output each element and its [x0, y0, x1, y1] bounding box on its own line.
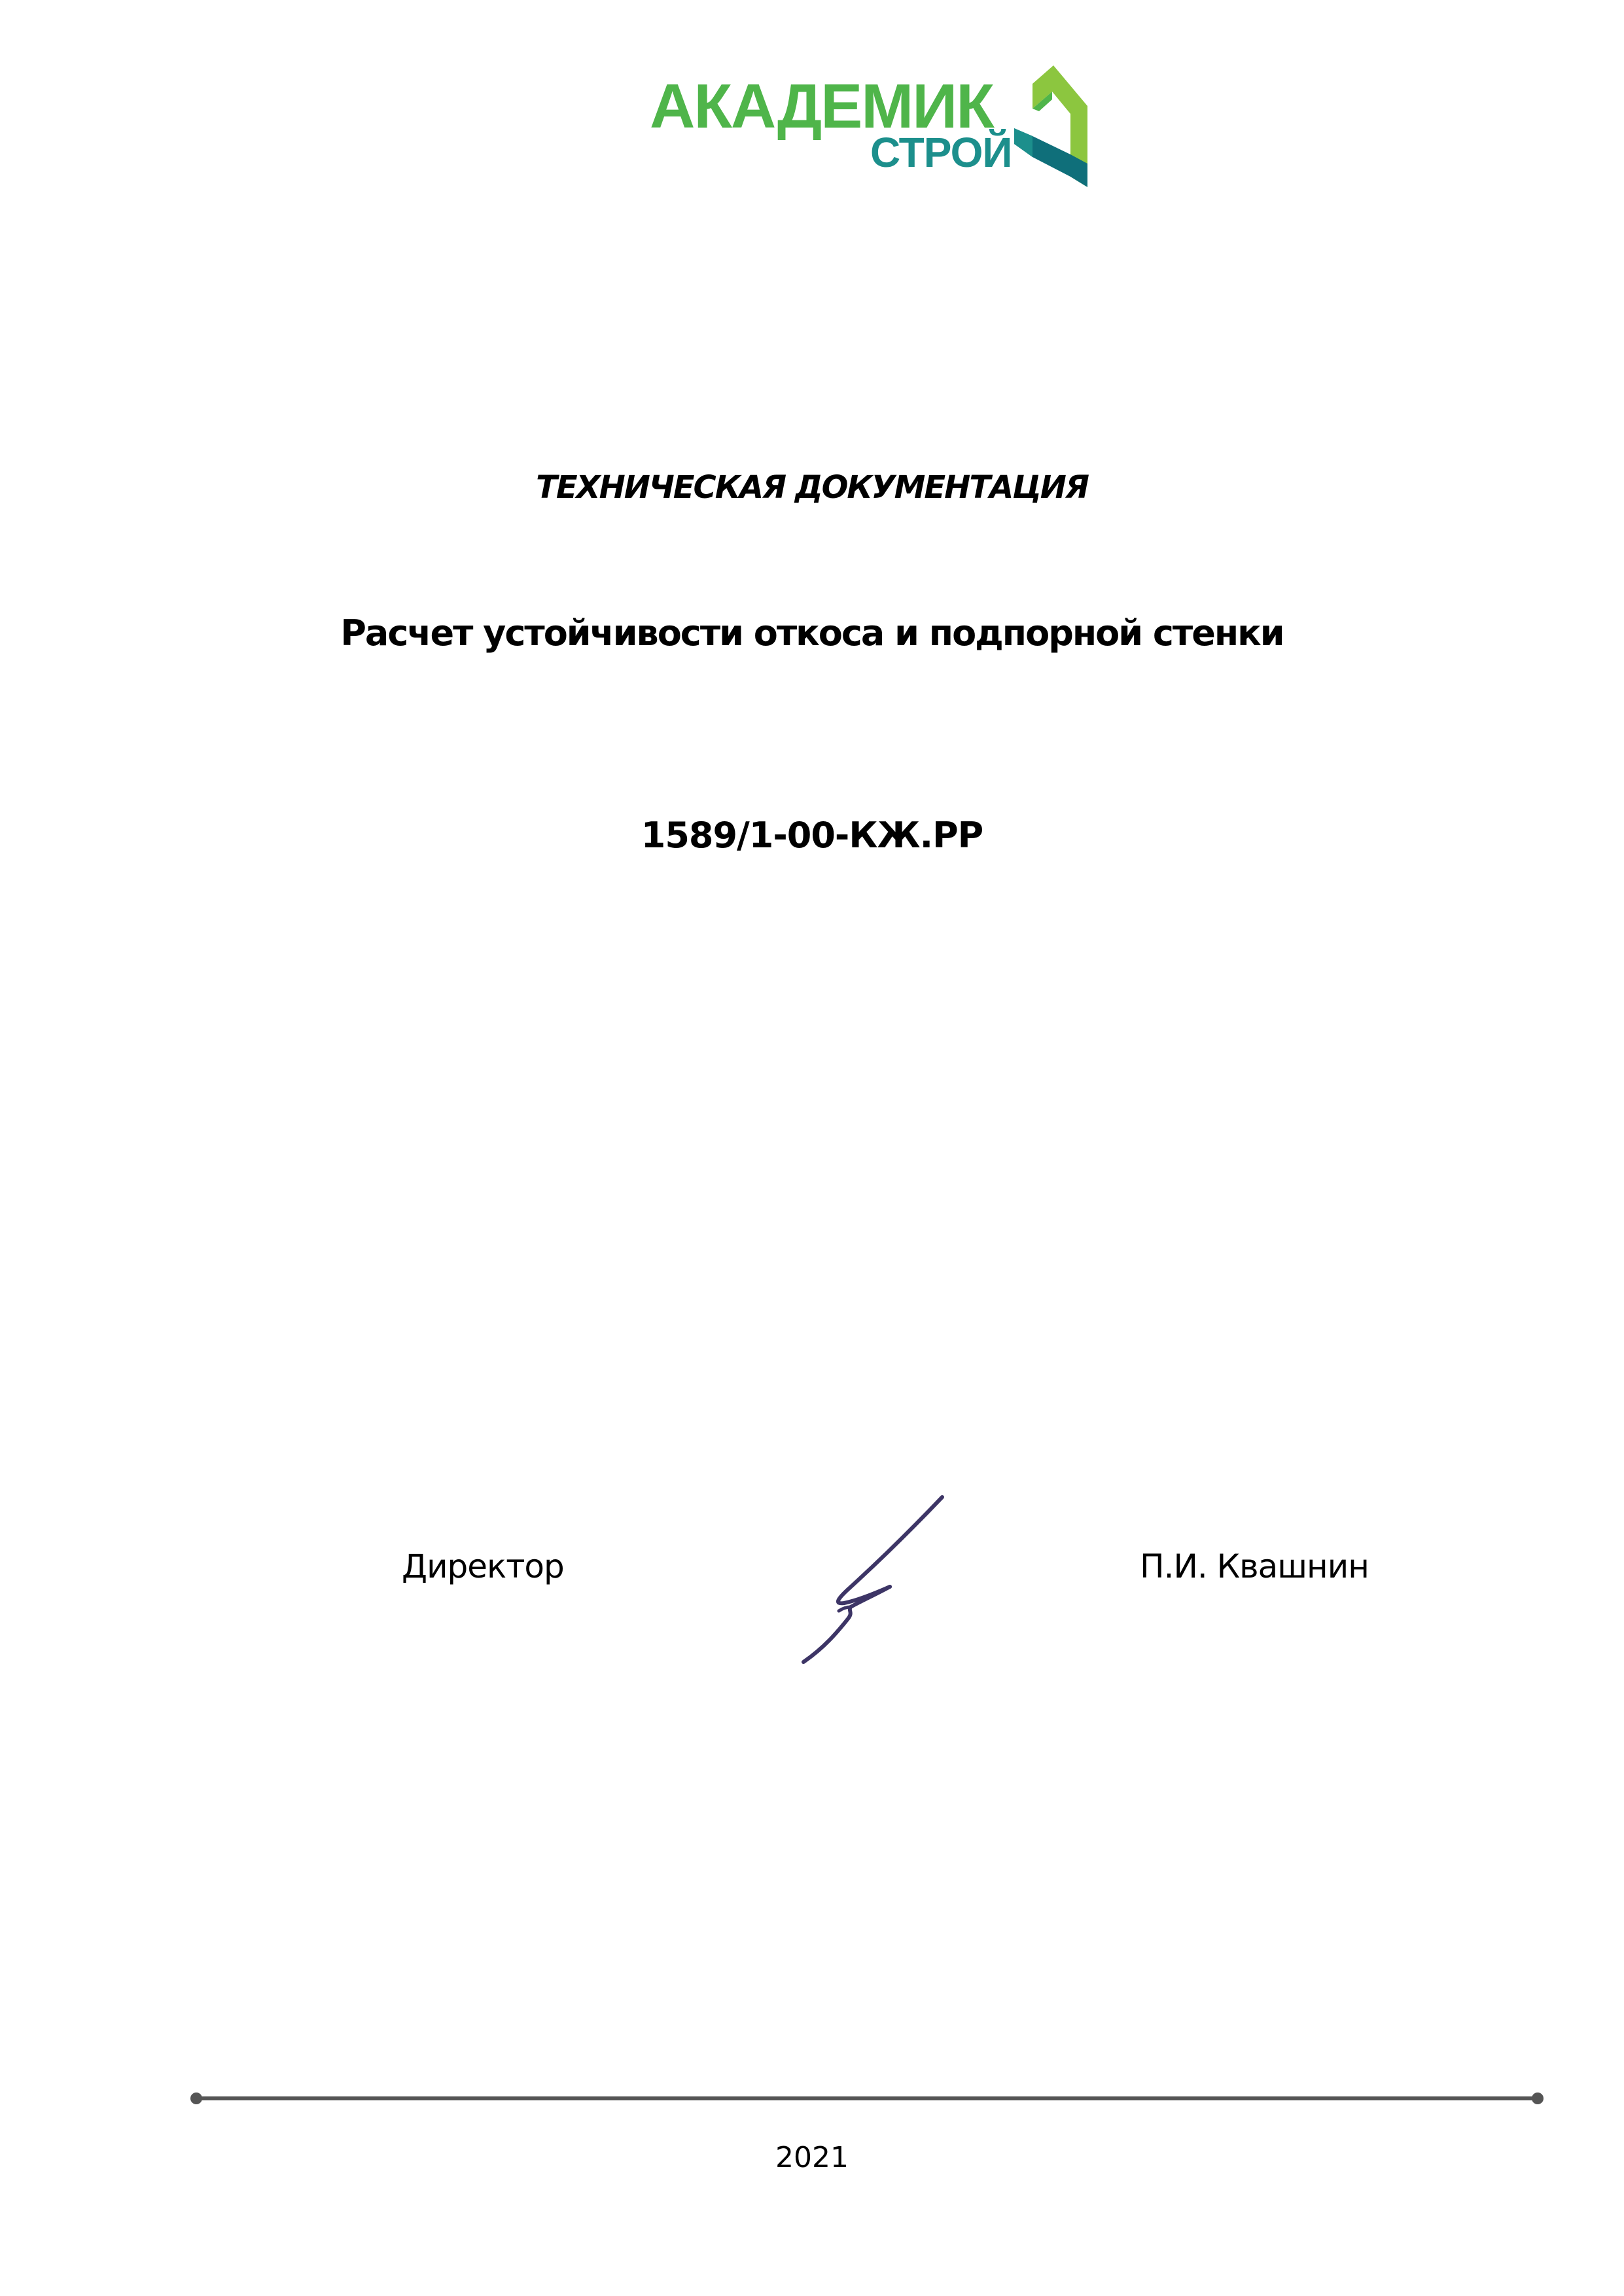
logo-sub-text: СТРОЙ: [870, 129, 1012, 176]
company-logo: [648, 65, 1093, 190]
house-outline-icon: [1014, 65, 1087, 187]
handwritten-signature: [785, 1485, 955, 1669]
signatory-name: П.И. Квашнин: [1140, 1547, 1369, 1585]
document-title: Расчет устойчивости откоса и подпорной стенки: [340, 612, 1284, 654]
signatory-position: Директор: [402, 1547, 564, 1585]
document-type-label: ТЕХНИЧЕСКАЯ ДОКУМЕНТАЦИЯ: [536, 469, 1088, 506]
logo-main-text: АКАДЕМИК: [650, 71, 993, 141]
footer-divider: [190, 2091, 1544, 2106]
footer-year: 2021: [775, 2141, 849, 2174]
document-code: 1589/1-00-КЖ.РР: [641, 815, 983, 856]
